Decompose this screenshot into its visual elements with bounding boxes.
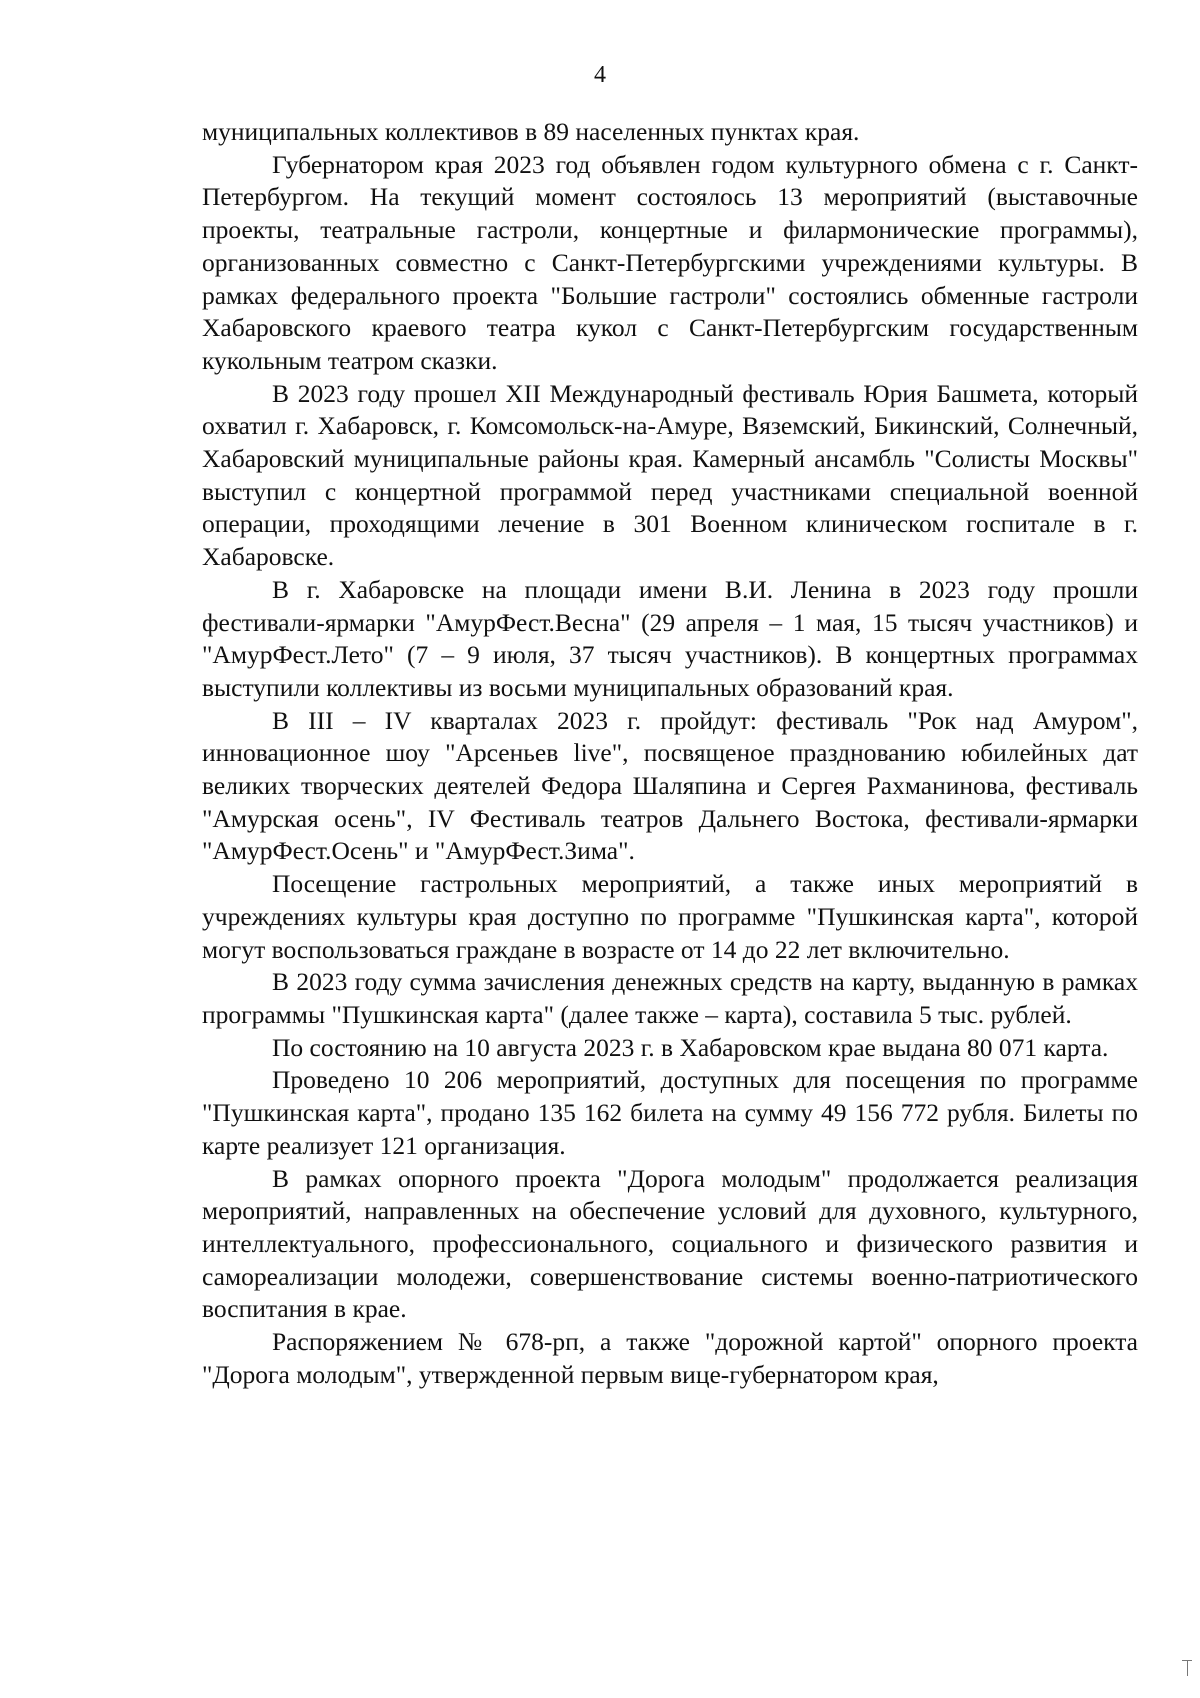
page-number: 4 [594, 62, 606, 88]
paragraph-pushkin-card-access: Посещение гастрольных мероприятий, а также иных мероприятий в учреждениях культуры края доступно по программе "Пушкинская карта", которой могут воспользоваться граждане в возрасте от 14 до 22 лет включительно. [202, 869, 1138, 964]
paragraph-events-tickets: Проведено 10 206 мероприятий, доступных для посещения по программе "Пушкинская карта", продано 135 162 билета на сумму 49 156 772 рубля. Билеты по карте реализует 121 организация. [202, 1065, 1138, 1160]
scan-edge-mark [1182, 1660, 1192, 1678]
paragraph-continuation: муниципальных коллективов в 89 населенных пунктах края. [202, 117, 860, 146]
paragraph-amurfest: В г. Хабаровске на площади имени В.И. Ленина в 2023 году прошли фестивали-ярмарки "АмурФест.Весна" (29 апреля – 1 мая, 15 тысяч участников) и "АмурФест.Лето" (7 – 9 июля, 37 тысяч участников). В концертных программах выступили коллективы из восьми муниципальных образований края. [202, 574, 1138, 702]
paragraph-culture-exchange: Губернатором края 2023 год объявлен годом культурного обмена с г. Санкт-Петербургом. На текущий момент состоялось 13 мероприятий (выставочные проекты, театральные гастроли, концертные и филармонические программы), организованных совместно с Санкт-Петербургскими учреждениями культуры. В рамках федерального проекта "Большие гастроли" состоялись обменные гастроли Хабаровского краевого театра кукол с Санкт-Петербургским государственным кукольным театром сказки. [202, 149, 1138, 375]
paragraph-upcoming-events: В III – IV кварталах 2023 г. пройдут: фестиваль "Рок над Амуром", инновационное шоу "Арсеньев live", посвященое празднованию юбилейных дат великих творческих деятелей Федора Шаляпина и Сергея Рахманинова, фестиваль "Амурская осень", IV Фестиваль театров Дальнего Востока, фестивали-ярмарки "АмурФест.Осень" и "АмурФест.Зима". [202, 705, 1138, 866]
paragraph-cards-issued: По состоянию на 10 августа 2023 г. в Хабаровском крае выдана 80 071 карта. [272, 1032, 1109, 1062]
paragraph-bashmet-festival: В 2023 году прошел XII Международный фестиваль Юрия Башмета, который охватил г. Хабаровск, г. Комсомольск-на-Амуре, Вяземский, Бикинский, Солнечный, Хабаровский муниципальные районы края. Камерный ансамбль "Солисты Москвы" выступил с концертной программой перед участниками специальной военной операции, проходящими лечение в 301 Военном клиническом госпитале в г. Хабаровске. [202, 378, 1138, 572]
document-body [202, 116, 1138, 1391]
paragraph-pushkin-card-amount: В 2023 году сумма зачисления денежных средств на карту, выданную в рамках программы "Пушкинская карта" (далее также – карта), составила 5 тыс. рублей. [202, 967, 1138, 1029]
paragraph-roadmap: Распоряжением № 678-рп, а также "дорожной картой" опорного проекта "Дорога молодым", утвержденной первым вице-губернатором края, [202, 1327, 1138, 1389]
paragraph-youth-project: В рамках опорного проекта "Дорога молодым" продолжается реализация мероприятий, направленных на обеспечение условий для духовного, культурного, интеллектуального, профессионального, социального и физического развития и самореализации молодежи, совершенствование системы военно-патриотического воспитания в крае. [202, 1163, 1138, 1324]
